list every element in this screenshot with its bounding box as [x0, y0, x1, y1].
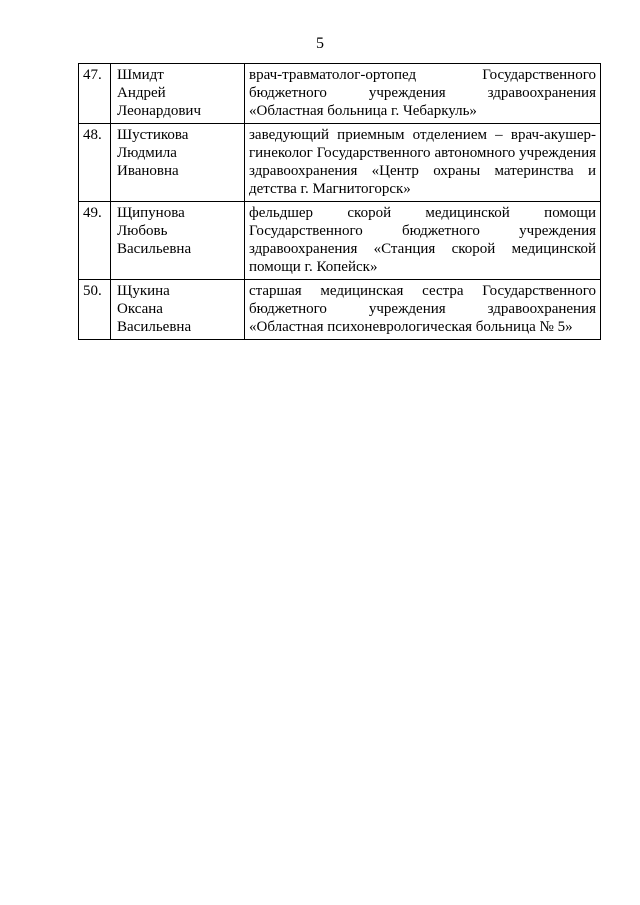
row-number: 49.: [79, 202, 111, 280]
first-name: Любовь: [117, 223, 168, 239]
table-row: [79, 64, 601, 124]
surname: Шмидт: [117, 67, 164, 83]
first-name: Андрей: [117, 85, 166, 101]
position-description: фельдшер скорой медицинской помощи Государственного бюджетного учреждения здравоохранения «Станция скорой медицинской помощи г. Копейск»: [245, 202, 601, 280]
table-row: [79, 202, 601, 280]
page-number: 5: [316, 35, 324, 52]
first-name: Оксана: [117, 301, 163, 317]
table-row: [79, 280, 601, 340]
patronymic: Ивановна: [117, 163, 179, 179]
table-row: [79, 124, 601, 202]
patronymic: Васильевна: [117, 319, 192, 335]
person-name: [111, 124, 245, 202]
first-name: Людмила: [117, 145, 177, 161]
person-name: [111, 64, 245, 124]
patronymic: Васильевна: [117, 241, 192, 257]
position-description: старшая медицинская сестра Государственного бюджетного учреждения здравоохранения «Областная психоневрологическая больница № 5»: [245, 280, 601, 340]
position-description: врач-травматолог-ортопед Государственного бюджетного учреждения здравоохранения «Областная больница г. Чебаркуль»: [245, 64, 601, 124]
person-name: [111, 280, 245, 340]
surname: Шустикова: [117, 127, 189, 143]
surname: Щукина: [117, 283, 170, 299]
staff-table: [78, 63, 601, 340]
position-description: заведующий приемным отделением – врач-акушер-гинеколог Государственного автономного учреждения здравоохранения «Центр охраны материнства и детства г. Магнитогорск»: [245, 124, 601, 202]
patronymic: Леонардович: [117, 103, 202, 119]
row-number: 48.: [79, 124, 111, 202]
row-number: 50.: [79, 280, 111, 340]
person-name: [111, 202, 245, 280]
surname: Щипунова: [117, 205, 185, 221]
row-number: 47.: [79, 64, 111, 124]
